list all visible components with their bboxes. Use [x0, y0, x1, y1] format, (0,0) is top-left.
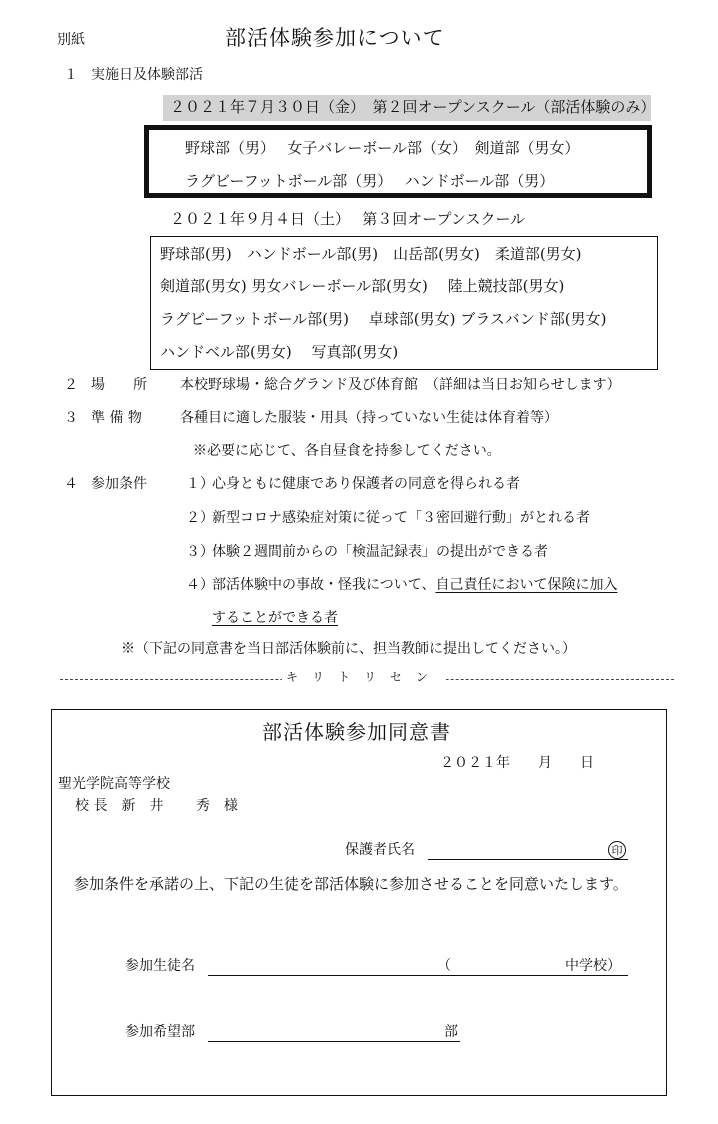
- submit-note: ※（下記の同意書を当日部活体験前に、担当教師に提出してください。）: [121, 641, 576, 657]
- school-name: 聖光学院高等学校: [58, 776, 170, 792]
- guardian-name-field[interactable]: [428, 859, 628, 860]
- principal-name: 校 長 新 井 秀 様: [75, 798, 238, 814]
- club-suffix: 部: [444, 1024, 458, 1040]
- section4-number: ４: [64, 476, 78, 492]
- condition-text: 新型コロナ感染症対策に従って「３密回避行動」がとれる者: [212, 510, 590, 526]
- condition4-text-line2: することができる者: [212, 610, 338, 626]
- cut-line-label: キリトリセン: [282, 668, 446, 685]
- section1-heading: 実施日及体験部活: [91, 67, 203, 83]
- condition-number: ２）: [186, 510, 214, 526]
- club-field[interactable]: [208, 1041, 460, 1042]
- condition-text: 心身ともに健康であり保護者の同意を得られる者: [212, 476, 520, 492]
- section4-heading: 参加条件: [91, 476, 147, 492]
- section2-text: 本校野球場・総合グランド及び体育館 （詳細は当日お知らせします）: [180, 377, 621, 393]
- student-name-label: 参加生徒名: [125, 958, 195, 974]
- condition4-text-underlined: 自己責任において保険に加入: [435, 577, 618, 593]
- condition-number: ４）: [186, 577, 214, 593]
- section3-text: 各種目に適した服装・用具（持っていない生徒は体育着等）: [180, 410, 558, 426]
- middle-school-suffix: 中学校）: [565, 958, 621, 974]
- condition-text: 体験２週間前からの「検温記録表」の提出ができる者: [212, 544, 548, 560]
- section3-heading: 準 備 物: [91, 410, 142, 426]
- section1-number: １: [64, 67, 78, 83]
- condition-number: １）: [186, 476, 214, 492]
- section3-number: ３: [64, 410, 78, 426]
- student-name-field[interactable]: [208, 975, 628, 976]
- section2-heading: 場 所: [91, 377, 147, 393]
- seal-mark: 印: [608, 841, 626, 859]
- section3-note: ※必要に応じて、各自昼食を持参してください。: [193, 443, 501, 459]
- condition-number: ３）: [186, 544, 214, 560]
- event1-clubs-row2: ラグビーフットボール部（男） ハンドボール部（男）: [185, 172, 555, 190]
- event1-clubs-row1: 野球部（男） 女子バレーボール部（女） 剣道部（男女）: [185, 139, 580, 157]
- section2-number: ２: [64, 377, 78, 393]
- event2-clubs-row2: 剣道部(男女) 男女バレーボール部(男女) 陸上競技部(男女): [160, 277, 565, 295]
- event2-clubs-row4: ハンドベル部(男女) 写真部(男女): [160, 343, 399, 361]
- condition4-text: [212, 578, 617, 592]
- event2-clubs-row1: 野球部(男) ハンドボール部(男) 山岳部(男女) 柔道部(男女): [160, 245, 582, 263]
- guardian-label: 保護者氏名: [345, 842, 415, 858]
- consent-form-title: 部活体験参加同意書: [262, 720, 451, 744]
- consent-statement: 参加条件を承諾の上、下記の生徒を部活体験に参加させることを同意いたします。: [74, 875, 628, 893]
- event2-clubs-row3: ラグビーフットボール部(男) 卓球部(男女) ブラスバンド部(男女): [160, 310, 607, 328]
- paren-open: （: [437, 958, 451, 974]
- page-title: 部活体験参加について: [225, 26, 445, 50]
- event1-date-line: ２０２１年７月３０日（金） 第２回オープンスクール（部活体験のみ）: [170, 98, 656, 116]
- attachment-label: 別紙: [57, 32, 85, 48]
- condition4-text-plain: 部活体験中の事故・怪我について、: [212, 577, 436, 593]
- event2-date-line: ２０２１年９月４日（土） 第３回オープンスクール: [170, 210, 526, 228]
- consent-form-date: ２０２１年 月 日: [440, 755, 594, 771]
- club-label: 参加希望部: [125, 1024, 195, 1040]
